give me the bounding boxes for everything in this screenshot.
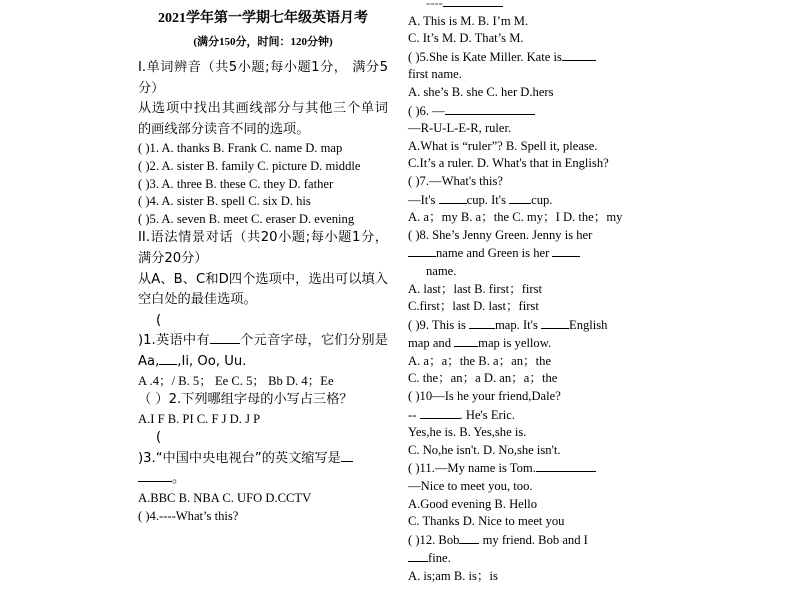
question-7: ( )7.—What's this? xyxy=(408,173,503,188)
q9-text-5: map is yellow. xyxy=(478,336,552,351)
answer-blank xyxy=(562,48,596,61)
q1-text-b: 个元音字母，它们分别是Aa, xyxy=(138,333,388,369)
answer-blank xyxy=(459,531,479,544)
question-9-b xyxy=(408,334,653,353)
answer-blank xyxy=(536,459,596,472)
question-5: ( )5. A. seven B. meet C. eraser D. evening xyxy=(138,211,355,226)
question-4-cut xyxy=(408,0,653,13)
question-3-options: A.BBC B. NBA C. UFO D.CCTV xyxy=(138,491,312,506)
q4-dashes: ---- xyxy=(426,0,443,10)
q9-text-3: English xyxy=(569,317,608,332)
question-2: ( )2. A. sister B. family C. picture D. middle xyxy=(138,158,361,173)
q5-text-a: ( )5.She is Kate Miller. Kate is xyxy=(408,49,562,64)
question-7-options: A. a；my B. a；the C. my；I D. the；my xyxy=(408,210,623,225)
question-4-options-1: A. This is M. B. I’m M. xyxy=(408,13,529,28)
q1-text-c: ,Ii, Oo, Uu. xyxy=(177,353,247,369)
q9-text-2: map. It's xyxy=(495,317,538,332)
question-9-options-2: C. the；an；a D. an；a；the xyxy=(408,371,558,386)
q7-text-2: cup. It's xyxy=(466,192,506,207)
question-8-options-1: A. last；last B. first；first xyxy=(408,281,542,296)
question-12-options: A. is;am B. is；is xyxy=(408,569,498,583)
answer-blank xyxy=(408,549,428,562)
q12-text-3: fine. xyxy=(428,551,451,566)
answer-blank xyxy=(445,102,535,115)
question-1: ( )1. A. thanks B. Frank C. name D. map xyxy=(138,141,343,156)
question-8-c: name. xyxy=(426,263,457,278)
question-10-options-2: C. No,he isn't. D. No,she isn't. xyxy=(408,442,561,457)
question-11 xyxy=(408,459,653,478)
answer-blank xyxy=(408,244,436,257)
q11-text-1: ( )11.—My name is Tom. xyxy=(408,461,536,476)
q10-text-2: . He's Eric. xyxy=(459,407,515,422)
question-5 xyxy=(408,48,653,67)
answer-blank xyxy=(541,316,569,329)
answer-blank xyxy=(443,0,503,7)
q7-text-3: cup. xyxy=(531,192,553,207)
question-3-paren: ( xyxy=(156,430,162,446)
q9-text-1: ( )9. This is xyxy=(408,317,466,332)
question-6-options-2: C.It’s a ruler. D. What's that in English? xyxy=(408,156,609,171)
question-10: ( )10—Is he your friend,Dale? xyxy=(408,389,561,404)
exam-subtitle: (满分150分，时间：120分钟) xyxy=(193,36,333,48)
question-9-options-1: A. a；a；the B. a；an；the xyxy=(408,353,552,368)
question-11-b: —Nice to meet you, too. xyxy=(408,479,533,494)
q12-text-1: ( )12. Bob xyxy=(408,532,460,547)
question-4-options-2: C. It’s M. D. That’s M. xyxy=(408,31,524,46)
question-2-letters: （ ）2.下列哪组字母的小写占三格？ xyxy=(138,392,353,408)
answer-blank xyxy=(509,191,531,204)
exam-title: 2021学年第一学期七年级英语月考 xyxy=(158,11,368,26)
question-2-options: A.I F B. PI C. F J D. J P xyxy=(138,411,261,426)
left-column xyxy=(138,0,388,525)
question-5-options: A. she’s B. she C. her D.hers xyxy=(408,84,554,99)
question-4-start: ( )4.----What’s this? xyxy=(138,508,239,523)
question-10-b xyxy=(408,406,653,425)
answer-blank xyxy=(138,469,172,482)
question-9 xyxy=(408,316,653,335)
question-8-b xyxy=(408,244,653,263)
question-4: ( )4. A. sister B. spell C. six D. his xyxy=(138,194,311,209)
answer-blank xyxy=(454,334,478,347)
question-6 xyxy=(408,102,653,121)
question-7-b xyxy=(408,191,653,210)
section-1-heading: I.单词辨音（共5小题;每小题1分， 满分5分） xyxy=(138,60,388,96)
answer-blank xyxy=(159,352,177,365)
question-8: ( )8. She’s Jenny Green. Jenny is her xyxy=(408,227,593,242)
q9-text-4: map and xyxy=(408,336,452,351)
question-10-options-1: Yes,he is. B. Yes,she is. xyxy=(408,425,527,440)
section-2-instruction: 从A、B、C和D四个选项中，选出可以填入空白处的最佳选项。 xyxy=(138,271,388,308)
q1-text-a: )1.英语中有 xyxy=(138,333,210,349)
question-1-paren: ( xyxy=(156,312,162,328)
q3-text-end: 。 xyxy=(172,471,186,487)
answer-blank xyxy=(420,406,460,419)
q7-text-1: —It's xyxy=(408,192,436,207)
q10-text-1: -- xyxy=(408,407,417,422)
question-6-b: —R-U-L-E-R, ruler. xyxy=(408,121,512,136)
question-8-options-2: C.first；last D. last；first xyxy=(408,299,539,314)
question-12-b xyxy=(408,549,653,568)
section-1-instruction: 从选项中找出其画线部分与其他三个单词的画线部分读音不同的选项。 xyxy=(138,101,388,137)
answer-blank xyxy=(341,449,353,462)
q3-text-a: )3.“中国中央电视台”的英文缩写是 xyxy=(138,450,341,466)
q8-text-1: name and Green is her xyxy=(436,246,550,261)
question-1-vowels xyxy=(138,331,388,372)
question-6-options-1: A.What is “ruler”? B. Spell it, please. xyxy=(408,138,598,153)
answer-blank xyxy=(469,316,495,329)
answer-blank xyxy=(552,244,580,257)
question-1-options: A .4；/ B. 5； Ee C. 5； Bb D. 4；Ee xyxy=(138,373,334,388)
q6-text-a: ( )6. — xyxy=(408,103,445,118)
question-5-b: first name. xyxy=(408,67,462,82)
question-3: ( )3. A. three B. these C. they D. father xyxy=(138,176,334,191)
answer-blank xyxy=(210,331,240,344)
question-12 xyxy=(408,531,653,550)
question-11-options-1: A.Good evening B. Hello xyxy=(408,496,538,511)
q12-text-2: my friend. Bob and I xyxy=(482,532,588,547)
answer-blank xyxy=(439,191,467,204)
question-11-options-2: C. Thanks D. Nice to meet you xyxy=(408,514,565,529)
right-column xyxy=(408,0,653,586)
section-2-heading: II.语法情景对话（共20小题;每小题1分， 满分20分） xyxy=(138,230,388,266)
question-3-cctv xyxy=(138,449,388,490)
